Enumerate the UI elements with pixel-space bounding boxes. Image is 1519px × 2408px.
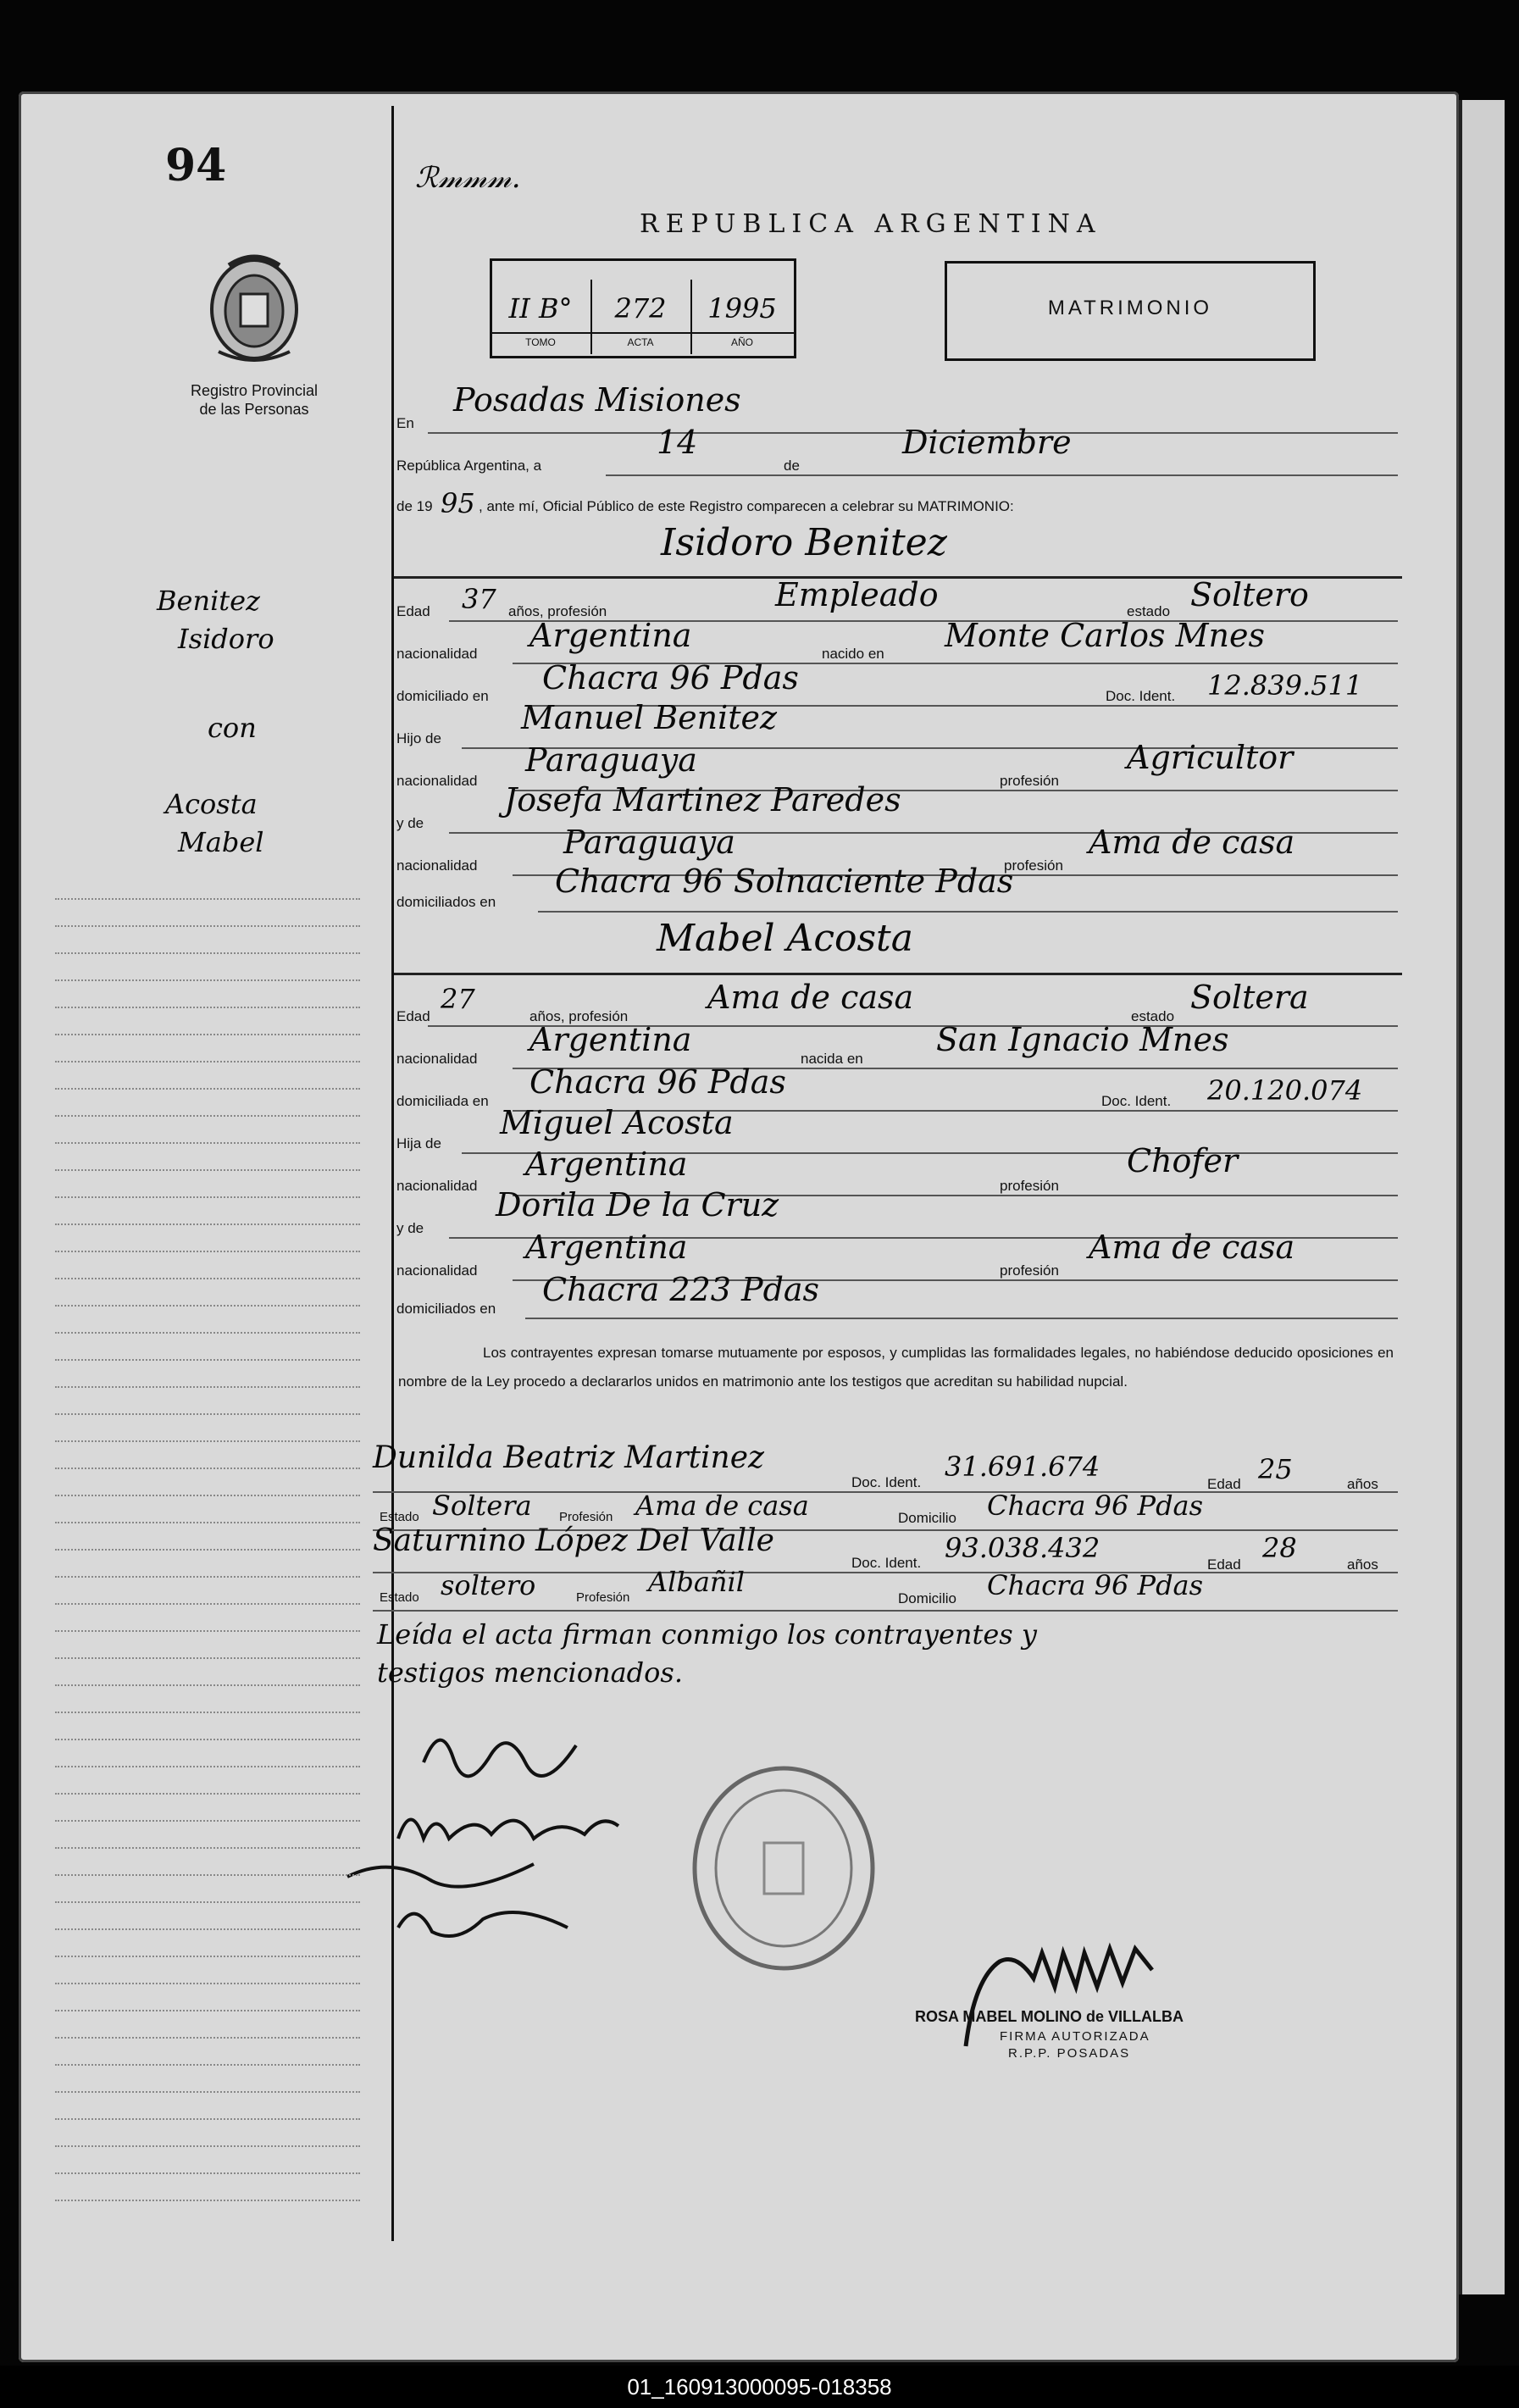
margin-ruled-line (55, 1820, 360, 1822)
marriage-month: Diciembre (902, 424, 1072, 461)
bride-profession-label: años, profesión (529, 1008, 629, 1024)
margin-ruled-line (55, 1712, 360, 1713)
record-id-cell-divider (590, 280, 592, 354)
margin-note-firstname: Isidoro (178, 623, 274, 655)
groom-civil-status: Soltero (1190, 576, 1309, 613)
official-seal (686, 1762, 881, 1978)
margin-ruled-line (55, 1305, 360, 1307)
margin-ruled-line (55, 1603, 360, 1605)
witness2-doc-label: Doc. Ident. (851, 1555, 922, 1571)
margin-ruled-line (55, 1766, 360, 1767)
witness2-age: 28 (1262, 1532, 1297, 1564)
bride-mother-nationality: Argentina (525, 1229, 688, 1266)
margin-ruled-line (55, 2145, 360, 2147)
coat-of-arms-icon (203, 250, 305, 369)
witness1-profession-label: Profesión (559, 1510, 613, 1524)
bride-profession: Ama de casa (707, 979, 914, 1016)
underline (373, 1610, 1398, 1612)
margin-ruled-line (55, 925, 360, 927)
witness1-status-label: Estado (380, 1510, 419, 1524)
margin-ruled-line (55, 952, 360, 954)
bride-status-label: estado (1131, 1008, 1175, 1024)
underline (538, 911, 1398, 913)
de-label: de (784, 458, 800, 474)
bride-mother-label: y de (396, 1220, 424, 1236)
closing-line-2: testigos mencionados. (377, 1656, 683, 1689)
bride-birthplace-label: nacida en (801, 1051, 863, 1067)
margin-ruled-line (55, 1630, 360, 1632)
witness1-doc-label: Doc. Ident. (851, 1474, 922, 1490)
margin-ruled-line (55, 898, 360, 900)
margin-ruled-line (55, 1413, 360, 1415)
section-divider (394, 973, 1402, 975)
margin-note-surname-2: Acosta (165, 788, 258, 820)
witness2-profession-label: Profesión (576, 1590, 630, 1605)
acta-value: 272 (614, 292, 667, 325)
margin-ruled-line (55, 1956, 360, 1957)
republic-label: República Argentina, a (396, 458, 542, 474)
acta-label: ACTA (627, 336, 654, 348)
record-id-cell-divider (690, 280, 692, 354)
officer-title: FIRMA AUTORIZADA (1000, 2029, 1150, 2044)
margin-ruled-line (55, 2172, 360, 2174)
margin-note-surname: Benitez (157, 585, 260, 617)
groom-address-label: domiciliado en (396, 688, 489, 704)
margin-ruled-line (55, 1983, 360, 1984)
witness1-status: Soltera (432, 1490, 532, 1522)
margin-ruled-line (55, 2037, 360, 2039)
witness1-age-label: Edad (1207, 1476, 1241, 1492)
bride-doc-label: Doc. Ident. (1101, 1093, 1172, 1109)
bride-father: Miguel Acosta (500, 1104, 734, 1141)
margin-ruled-line (55, 979, 360, 981)
year-prefix: de 19 (396, 498, 433, 514)
witness2-status: soltero (441, 1569, 536, 1601)
bride-nationality: Argentina (529, 1021, 692, 1058)
groom-father-nationality-label: nacionalidad (396, 773, 478, 789)
margin-ruled-line (55, 1386, 360, 1388)
margin-ruled-line (55, 1901, 360, 1903)
scan-caption: 01_160913000095-018358 (0, 2366, 1519, 2408)
bride-mother-profession: Ama de casa (1089, 1229, 1295, 1266)
marriage-day: 14 (657, 424, 698, 461)
witness2-status-label: Estado (380, 1590, 419, 1605)
witness2-anos-label: años (1347, 1556, 1378, 1573)
closing-line-1: Leída el acta firman conmigo los contrayentes y (377, 1618, 1037, 1651)
bride-address-label: domiciliada en (396, 1093, 489, 1109)
groom-father-label: Hijo de (396, 730, 441, 746)
declaration-text: Los contrayentes expresan tomarse mutuamente por esposos, y cumplidas las formalidades legales, no habiéndose deducido oposiciones en nombre de la Ley procedo a declararlos unidos en matrimonio ante los testigos que acreditan su habilidad nupcial. (398, 1345, 1394, 1390)
witness1-age: 25 (1258, 1453, 1293, 1485)
witness1-anos-label: años (1347, 1476, 1378, 1492)
witness2-signature (381, 1894, 585, 1957)
witness1-address-label: Domicilio (898, 1510, 956, 1526)
bride-father-nationality-label: nacionalidad (396, 1178, 478, 1194)
groom-profession: Empleado (775, 576, 939, 613)
registry-office-name: Registro Provincial de las Personas (190, 382, 319, 418)
margin-ruled-line (55, 2091, 360, 2093)
groom-mother-nationality: Paraguaya (563, 824, 735, 861)
witness1-name: Dunilda Beatriz Martinez (373, 1440, 765, 1475)
bride-nationality-label: nacionalidad (396, 1051, 478, 1067)
bride-mother-profession-label: profesión (1000, 1262, 1059, 1279)
margin-note-con: con (208, 712, 257, 744)
margin-ruled-line (55, 1359, 360, 1361)
groom-nationality: Argentina (529, 617, 692, 654)
officer-office: R.P.P. POSADAS (1008, 2046, 1131, 2061)
bride-father-profession: Chofer (1127, 1142, 1239, 1179)
margin-ruled-line (55, 1223, 360, 1225)
margin-ruled-line (55, 1169, 360, 1171)
witness2-address-label: Domicilio (898, 1590, 956, 1606)
margin-ruled-line (55, 2200, 360, 2201)
witness1-address: Chacra 96 Pdas (987, 1490, 1204, 1522)
margin-ruled-line (55, 1142, 360, 1144)
groom-father-nationality: Paraguaya (525, 741, 697, 779)
groom-doc-label: Doc. Ident. (1106, 688, 1176, 704)
groom-mother-profession: Ama de casa (1089, 824, 1295, 861)
margin-ruled-line (55, 1278, 360, 1279)
margin-ruled-line (55, 1739, 360, 1740)
margin-ruled-line (55, 1657, 360, 1659)
witness2-age-label: Edad (1207, 1556, 1241, 1573)
margin-ruled-line (55, 1115, 360, 1117)
margin-ruled-line (55, 1088, 360, 1090)
witness2-profession: Albañil (648, 1566, 745, 1598)
underline (606, 474, 1398, 476)
bride-age-label: Edad (396, 1008, 430, 1024)
record-type: MATRIMONIO (1047, 297, 1213, 319)
margin-ruled-line (55, 2010, 360, 2011)
marriage-year: 95 (441, 487, 475, 519)
bride-birthplace: San Ignacio Mnes (936, 1021, 1229, 1058)
margin-ruled-line (55, 1468, 360, 1469)
officer-name: ROSA MABEL MOLINO de VILLALBA (915, 2008, 1184, 2025)
groom-father: Manuel Benitez (521, 699, 778, 736)
margin-ruled-line (55, 1495, 360, 1496)
margin-ruled-line (55, 1007, 360, 1008)
groom-birthplace-label: nacido en (822, 646, 884, 662)
ano-value: 1995 (707, 292, 777, 325)
underline (525, 1318, 1398, 1319)
tomo-value: II B° (508, 292, 573, 325)
bride-age: 27 (441, 983, 475, 1015)
marriage-place: Posadas Misiones (453, 381, 741, 419)
groom-father-profession-label: profesión (1000, 773, 1059, 789)
bride-mother-nationality-label: nacionalidad (396, 1262, 478, 1279)
country-title: REPUBLICA ARGENTINA (640, 209, 1102, 239)
bride-father-profession-label: profesión (1000, 1178, 1059, 1194)
groom-status-label: estado (1127, 603, 1171, 619)
page-number: 94 (165, 140, 227, 191)
bride-parents-address-label: domiciliados en (396, 1301, 496, 1317)
groom-parents-address: Chacra 96 Solnaciente Pdas (555, 863, 1014, 900)
groom-doc-number: 12.839.511 (1207, 669, 1363, 702)
groom-parents-address-label: domiciliados en (396, 894, 496, 910)
witness1-doc: 31.691.674 (945, 1451, 1100, 1483)
bride-mother: Dorila De la Cruz (496, 1186, 779, 1223)
groom-birthplace: Monte Carlos Mnes (945, 617, 1265, 654)
groom-name: Isidoro Benitez (661, 521, 947, 564)
next-page-edge (1459, 100, 1505, 2294)
margin-ruled-line (55, 1440, 360, 1442)
groom-profession-label: años, profesión (508, 603, 607, 619)
bride-address: Chacra 96 Pdas (529, 1063, 786, 1101)
witness2-doc: 93.038.432 (945, 1532, 1100, 1564)
margin-ruled-line (55, 1684, 360, 1686)
margin-ruled-line (55, 2064, 360, 2066)
groom-mother-nationality-label: nacionalidad (396, 857, 478, 874)
groom-nationality-label: nacionalidad (396, 646, 478, 662)
witness2-name: Saturnino López Del Valle (373, 1523, 774, 1558)
bride-doc-number: 20.120.074 (1207, 1074, 1363, 1107)
margin-ruled-line (55, 1928, 360, 1930)
bride-name: Mabel Acosta (657, 917, 913, 960)
witness2-address: Chacra 96 Pdas (987, 1569, 1204, 1601)
bride-father-nationality: Argentina (525, 1146, 688, 1183)
witness1-profession: Ama de casa (635, 1490, 809, 1522)
tomo-label: TOMO (525, 336, 556, 348)
header-initials: ℛ𝓂𝓂𝓂. (415, 161, 521, 195)
margin-note-firstname-2: Mabel (178, 826, 264, 858)
margin-ruled-line (55, 1847, 360, 1849)
groom-mother-profession-label: profesión (1004, 857, 1063, 874)
margin-ruled-line (55, 1793, 360, 1795)
groom-address: Chacra 96 Pdas (542, 659, 799, 696)
groom-age-label: Edad (396, 603, 430, 619)
record-id-cell-baseline (490, 332, 794, 334)
margin-ruled-line (55, 1874, 360, 1876)
bride-civil-status: Soltera (1190, 979, 1309, 1016)
groom-age: 37 (462, 583, 496, 615)
margin-ruled-line (55, 1061, 360, 1063)
margin-ruled-line (55, 1332, 360, 1334)
groom-father-profession: Agricultor (1127, 739, 1294, 776)
margin-ruled-line (55, 1196, 360, 1198)
margin-ruled-line (55, 2118, 360, 2120)
bride-parents-address: Chacra 223 Pdas (542, 1271, 820, 1308)
bride-father-label: Hija de (396, 1135, 441, 1151)
margin-ruled-line (55, 1522, 360, 1523)
margin-ruled-line (55, 1034, 360, 1035)
intro-statement: , ante mí, Oficial Público de este Registro comparecen a celebrar su MATRIMONIO: (479, 498, 1014, 514)
ano-label: AÑO (730, 336, 753, 348)
margin-ruled-line (55, 1549, 360, 1551)
margin-ruled-line (55, 1251, 360, 1252)
en-label: En (396, 415, 414, 431)
margin-ruled-line (55, 1576, 360, 1578)
groom-mother: Josefa Martinez Paredes (504, 781, 901, 818)
groom-mother-label: y de (396, 815, 424, 831)
groom-signature (415, 1712, 585, 1792)
